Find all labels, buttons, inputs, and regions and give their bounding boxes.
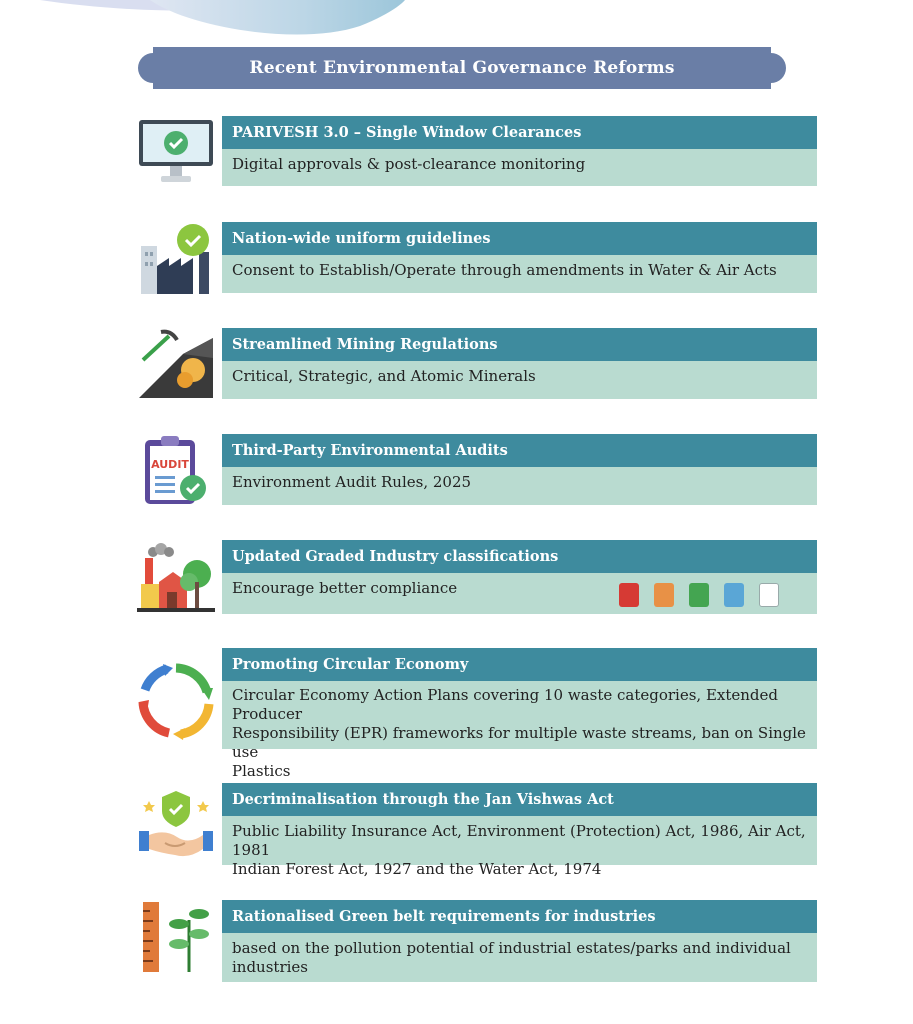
page-title: Recent Environmental Governance Reforms	[249, 58, 675, 78]
industry-tree-icon	[137, 542, 215, 620]
top-wave-decoration	[0, 0, 913, 50]
reform-description	[222, 361, 817, 399]
ruler-plant-icon	[137, 900, 215, 978]
description-line: Digital approvals & post-clearance monitoring	[232, 155, 586, 173]
circular-arrows-icon	[137, 662, 215, 740]
factory-check-icon	[137, 222, 215, 300]
title-banner	[137, 47, 787, 89]
description-line: Encourage better compliance	[232, 579, 458, 597]
description-line: Public Liability Insurance Act, Environment (Protection) Act, 1986, Air Act, 1981	[232, 822, 806, 859]
reform-heading: Rationalised Green belt requirements for industries	[222, 900, 817, 933]
description-line: Responsibility (EPR) frameworks for multiple waste streams, ban on Single use	[232, 724, 806, 761]
reform-heading: Decriminalisation through the Jan Vishwas Act	[222, 783, 817, 816]
description-line: Critical, Strategic, and Atomic Minerals	[232, 367, 536, 385]
reform-heading: Updated Graded Industry classifications	[222, 540, 817, 573]
description-line: industries	[232, 958, 308, 976]
audit-clipboard-icon	[137, 434, 215, 512]
description-line: Circular Economy Action Plans covering 10 waste categories, Extended Producer	[232, 686, 779, 723]
reform-description	[222, 255, 817, 293]
description-line: Consent to Establish/Operate through amendments in Water & Air Acts	[232, 261, 777, 279]
reform-item-circular-economy	[137, 648, 817, 780]
computer-monitor-check-icon	[137, 118, 215, 196]
reform-heading: Nation-wide uniform guidelines	[222, 222, 817, 255]
reform-item-graded-classification	[137, 540, 817, 614]
red-category-swatch	[619, 583, 639, 607]
orange-category-swatch	[654, 583, 674, 607]
description-line: based on the pollution potential of industrial estates/parks and individual	[232, 939, 791, 957]
reform-item-mining	[137, 328, 817, 400]
reform-heading: Promoting Circular Economy	[222, 648, 817, 681]
reform-description	[222, 816, 817, 878]
description-line: Plastics	[232, 762, 291, 780]
description-line: Indian Forest Act, 1927 and the Water Act, 1974	[232, 860, 602, 878]
reform-item-audits	[137, 434, 817, 506]
category-color-swatches	[604, 583, 779, 607]
reform-heading: Streamlined Mining Regulations	[222, 328, 817, 361]
blue-category-swatch	[724, 583, 744, 607]
reform-description	[222, 467, 817, 505]
reform-item-decriminalisation	[137, 783, 817, 878]
reform-item-uniform-guidelines	[137, 222, 817, 294]
reform-item-parivesh	[137, 116, 817, 188]
reform-description	[222, 933, 817, 982]
white-category-swatch	[759, 583, 779, 607]
reform-item-green-belt	[137, 900, 817, 982]
audit-text-graphic: AUDIT	[151, 458, 189, 471]
reform-description	[222, 573, 817, 614]
reform-description	[222, 149, 817, 186]
green-category-swatch	[689, 583, 709, 607]
reform-heading: PARIVESH 3.0 – Single Window Clearances	[222, 116, 817, 149]
mining-pickaxe-icon	[137, 328, 215, 406]
reform-heading: Third-Party Environmental Audits	[222, 434, 817, 467]
handshake-shield-icon	[137, 789, 215, 867]
reform-description	[222, 681, 817, 780]
description-line: Environment Audit Rules, 2025	[232, 473, 472, 491]
